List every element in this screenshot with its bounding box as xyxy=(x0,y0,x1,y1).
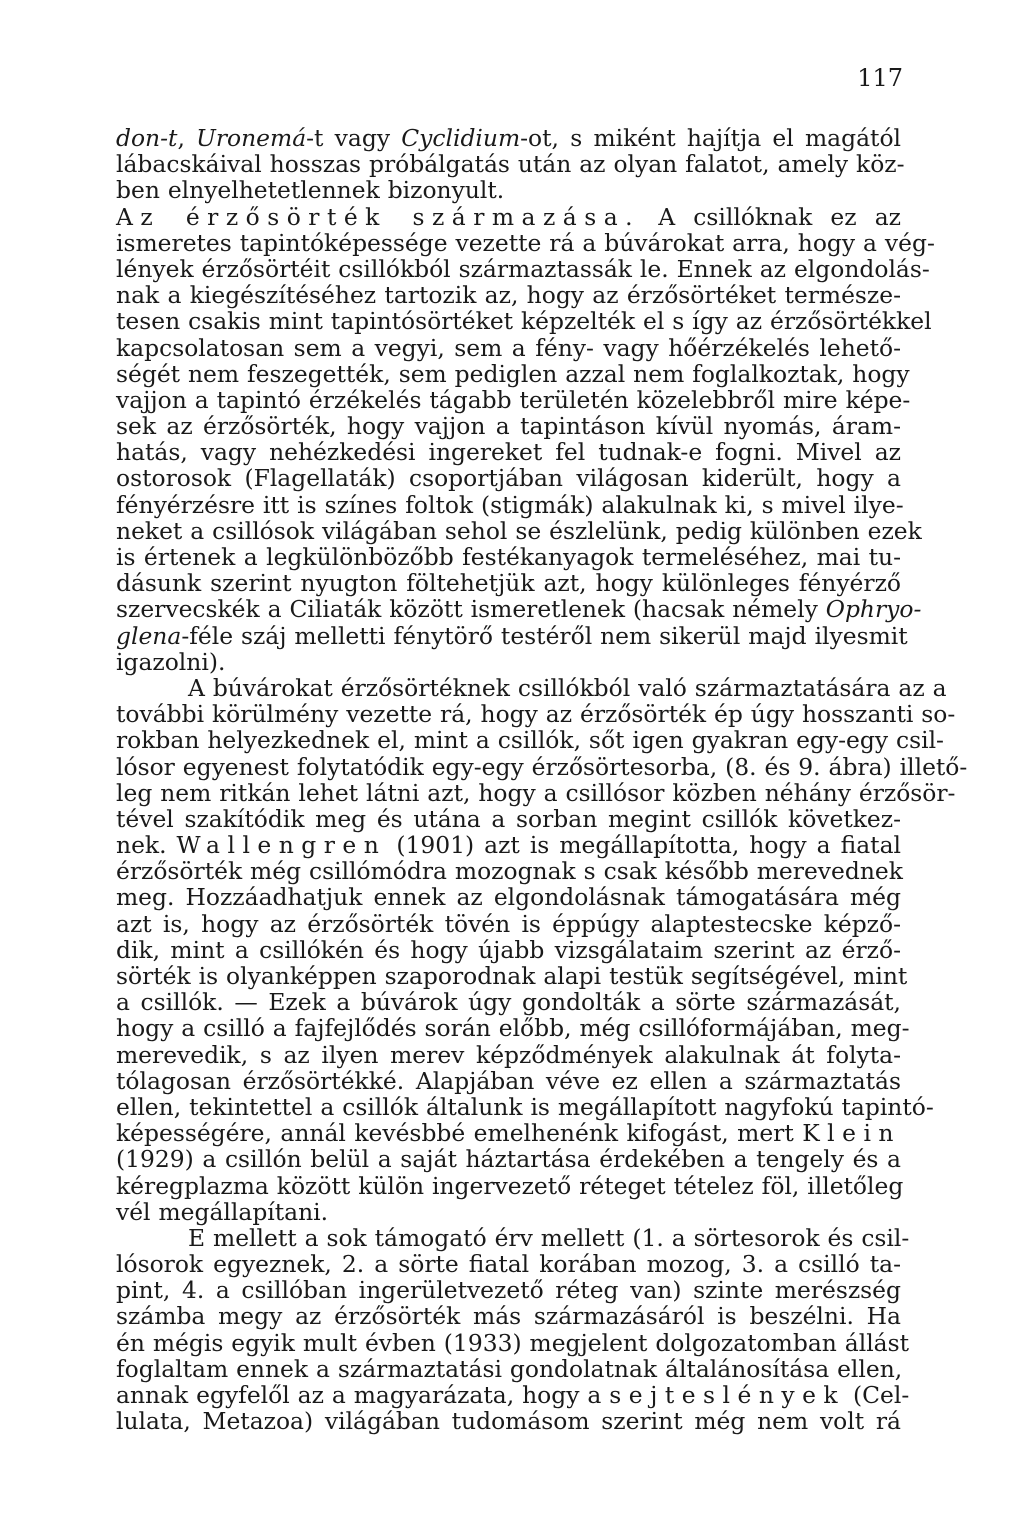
section-heading: Az érzősörték származása. xyxy=(116,202,641,231)
text-line: don-t, Uronemá-t vagy Cyclidium-ot, s miként hajítja el magától xyxy=(116,124,902,152)
text-line: hogy a csilló a fajfejlődés során előbb, még csillóformájában, meg- xyxy=(116,1014,910,1043)
text-line: lábacskáival hosszas próbálgatás után az olyan falatot, amely köz- xyxy=(116,150,905,179)
text-line: annak egyfelől az a magyarázata, hogy a sejteslények (Cel- xyxy=(116,1381,910,1409)
text-line: leg nem ritkán lehet látni azt, hogy a csillósor közben néhány érzősör- xyxy=(116,778,956,807)
text-line: ismeretes tapintóképessége vezette rá a búvárokat arra, hogy a vég- xyxy=(116,228,935,257)
paragraph xyxy=(116,1223,910,1436)
text-line: lósorok egyeznek, 2. a sörte fiatal korában mozog, 3. a csilló ta- xyxy=(116,1250,901,1279)
text-line: fényérzésre itt is színes foltok (stigmák) alakulnak ki, s mivel ilye- xyxy=(116,490,904,519)
text-line: A búvárokat érzősörtéknek csillókból való származtatására az a xyxy=(188,673,947,702)
text-line: kapcsolatosan sem a vegyi, sem a fény- vagy hőérzékelés lehető- xyxy=(116,333,901,362)
text-line: foglaltam ennek a származtatási gondolatnak általánosítása ellen, xyxy=(116,1354,903,1383)
species-name: glena xyxy=(116,621,182,650)
text-line: ben elnyelhetetlennek bizonyult. xyxy=(116,176,505,205)
page-number: 117 xyxy=(857,64,903,92)
text-line: is értenek a legkülönbözőbb festékanyagok termeléséhez, mai tu- xyxy=(116,543,901,571)
text-line: én mégis egyik mult évben (1933) megjelent dolgozatomban állást xyxy=(116,1328,910,1357)
text-line: (1929) a csillón belül a saját háztartása érdekében a tengely és a xyxy=(116,1145,901,1174)
text-line: lósor egyenest folytatódik egy-egy érzősörtesorba, (8. és 9. ábra) illető- xyxy=(116,752,968,781)
text-line: glena-féle száj melletti fénytörő testéről nem sikerül majd ilyesmit xyxy=(116,621,908,650)
text-line: dásunk szerint nyugton föltehetjük azt, hogy különleges fényérző xyxy=(116,569,901,598)
text-line: merevedik, s az ilyen merev képződmények alakulnak át folyta- xyxy=(116,1040,901,1069)
text-line xyxy=(116,204,901,230)
text-line: tólagosan érzősörtékké. Alapjában véve ez ellen a származtatás xyxy=(116,1066,901,1095)
text-line: azt is, hogy az érzősörték tövén is éppúgy alaptestecske képző- xyxy=(116,909,901,938)
text-line: érzősörték még csillómódra mozognak s csak később merevednek xyxy=(116,857,903,886)
species-name: Uronemá xyxy=(196,124,307,152)
species-name: Cyclidium xyxy=(401,124,521,152)
text-line: meg. Hozzáadhatjuk ennek az elgondolásnak támogatására még xyxy=(116,883,901,912)
author-name: Wallengren xyxy=(176,831,387,860)
text-line: kéregplazma között külön ingervezető réteget tételez föl, illetőleg xyxy=(116,1171,904,1200)
text-line: pint, 4. a csillóban ingerületvezető réteg van) szinte merészség xyxy=(116,1276,901,1305)
text-line: E mellett a sok támogató érv mellett (1. a sörtesorok és csil- xyxy=(188,1223,910,1252)
text-line: szervecskék a Ciliaták között ismeretlenek (hacsak némely Ophryo- xyxy=(116,595,922,624)
text-line: lények érzősörtéit csillókból származtassák le. Ennek az elgondolás- xyxy=(116,254,930,283)
text-line: vél megállapítani. xyxy=(116,1197,329,1226)
text-line: nek. Wallengren (1901) azt is megállapította, hogy a fiatal xyxy=(116,831,901,860)
text-line: ellen, tekintettel a csillók általunk is megállapított nagyfokú tapintó- xyxy=(116,1092,934,1121)
species-name: Ophryo- xyxy=(825,595,922,624)
text-line: hatás, vagy nehézkedési ingereket fel tudnak-e fogni. Mivel az xyxy=(116,438,901,467)
species-name: don-t xyxy=(116,124,178,152)
text-line: dik, mint a csillókén és hogy újabb vizsgálataim szerint az érző- xyxy=(116,935,901,964)
paragraph xyxy=(116,673,968,1226)
author-name: Klein xyxy=(802,1119,901,1148)
text-line: ostorosok (Flagellaták) csoportjában világosan kiderült, hogy a xyxy=(116,464,901,493)
text-line: ségét nem feszegették, sem pediglen azzal nem foglalkoztak, hogy xyxy=(116,359,910,388)
text-line: képességére, annál kevésbbé emelhenénk kifogást, mert Klein xyxy=(116,1119,901,1148)
paragraph xyxy=(116,124,905,205)
text-line: sek az érzősörték, hogy vajjon a tapintáson kívül nyomás, áram- xyxy=(116,412,901,441)
text-line: számba megy az érzősörték más származásáról is beszélni. Ha xyxy=(116,1302,901,1331)
text-line: sörték is olyanképpen szaporodnak alapi testük segítségével, mint xyxy=(116,962,908,990)
text-line: lulata, Metazoa) világában tudomásom szerint még nem volt rá xyxy=(116,1407,901,1436)
text-fragment: A csillóknak ez az xyxy=(640,202,901,231)
text-line: tével szakítódik meg és utána a sorban megint csillók következ- xyxy=(116,804,901,833)
paragraph xyxy=(116,202,935,676)
text-line: rokban helyezkednek el, mint a csillók, sőt igen gyakran egy-egy csil- xyxy=(116,726,944,755)
text-line: vajjon a tapintó érzékelés tágabb területén közelebbről mire képe- xyxy=(116,385,911,414)
emphasis-term: sejteslények xyxy=(609,1381,846,1409)
text-line: tesen csakis mint tapintósörtéket képzelték el s így az érzősörtékkel xyxy=(116,307,932,336)
text-line: igazolni). xyxy=(116,647,226,676)
body-text xyxy=(116,124,968,1436)
text-line: a csillók. — Ezek a búvárok úgy gondolták a sörte származását, xyxy=(116,988,901,1017)
text-line: további körülmény vezette rá, hogy az érzősörték ép úgy hosszanti so- xyxy=(116,700,956,729)
text-line: neket a csillósok világában sehol se észlelünk, pedig különben ezek xyxy=(116,516,922,545)
text-line: nak a kiegészítéséhez tartozik az, hogy az érzősörtéket természe- xyxy=(116,281,901,310)
